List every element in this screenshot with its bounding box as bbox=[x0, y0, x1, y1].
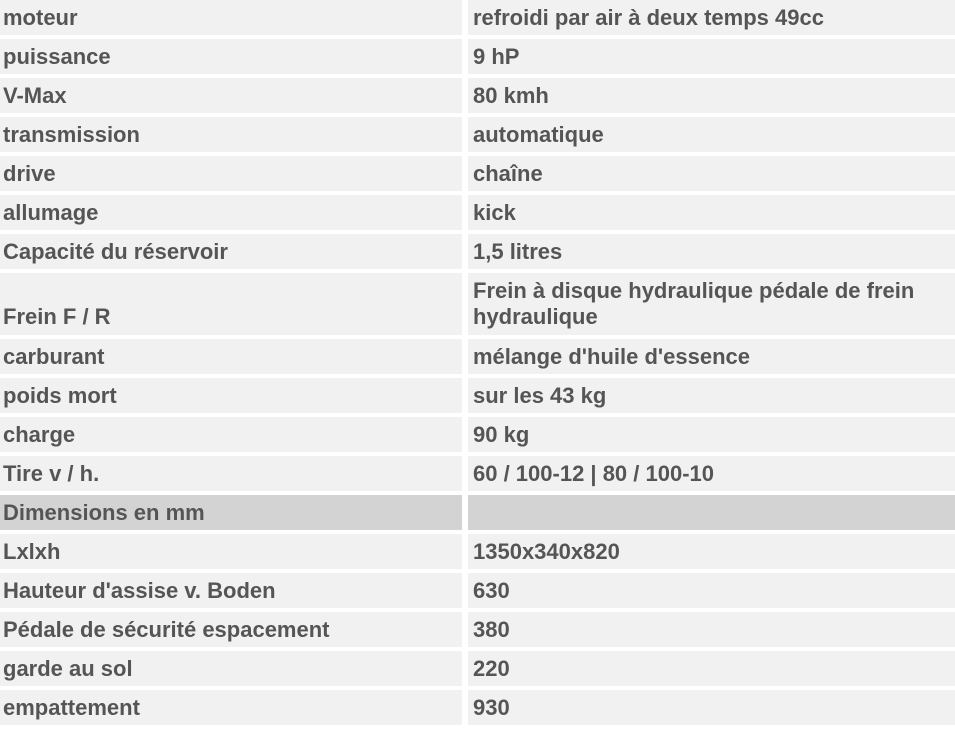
table-row bbox=[0, 0, 955, 39]
section-value bbox=[468, 495, 955, 534]
spec-label: poids mort bbox=[0, 378, 468, 417]
spec-value: 80 kmh bbox=[468, 78, 955, 117]
spec-label: Hauteur d'assise v. Boden bbox=[0, 573, 468, 612]
spec-label: Pédale de sécurité espacement bbox=[0, 612, 468, 651]
table-row bbox=[0, 273, 955, 339]
spec-label: garde au sol bbox=[0, 651, 468, 690]
spec-value: 930 bbox=[468, 690, 955, 729]
table-row bbox=[0, 690, 955, 729]
spec-label: puissance bbox=[0, 39, 468, 78]
spec-label: Frein F / R bbox=[0, 273, 468, 339]
spec-value: refroidi par air à deux temps 49cc bbox=[468, 0, 955, 39]
section-label: Dimensions en mm bbox=[0, 495, 468, 534]
spec-label: Tire v / h. bbox=[0, 456, 468, 495]
spec-label: transmission bbox=[0, 117, 468, 156]
spec-value: 380 bbox=[468, 612, 955, 651]
spec-value: 90 kg bbox=[468, 417, 955, 456]
spec-label: carburant bbox=[0, 339, 468, 378]
spec-label: V-Max bbox=[0, 78, 468, 117]
table-row bbox=[0, 456, 955, 495]
section-header-row bbox=[0, 495, 955, 534]
spec-value: mélange d'huile d'essence bbox=[468, 339, 955, 378]
spec-value: kick bbox=[468, 195, 955, 234]
spec-value: 630 bbox=[468, 573, 955, 612]
spec-label: allumage bbox=[0, 195, 468, 234]
table-row bbox=[0, 78, 955, 117]
table-row bbox=[0, 195, 955, 234]
spec-value: Frein à disque hydraulique pédale de frein hydraulique bbox=[468, 273, 955, 339]
spec-value: 220 bbox=[468, 651, 955, 690]
spec-label: drive bbox=[0, 156, 468, 195]
table-row bbox=[0, 534, 955, 573]
table-row bbox=[0, 234, 955, 273]
spec-value: sur les 43 kg bbox=[468, 378, 955, 417]
spec-label: Capacité du réservoir bbox=[0, 234, 468, 273]
table-row bbox=[0, 378, 955, 417]
table-row bbox=[0, 651, 955, 690]
spec-value: 1350x340x820 bbox=[468, 534, 955, 573]
spec-label: moteur bbox=[0, 0, 468, 39]
spec-label: empattement bbox=[0, 690, 468, 729]
table-row bbox=[0, 156, 955, 195]
spec-label: charge bbox=[0, 417, 468, 456]
table-row bbox=[0, 573, 955, 612]
spec-value: 60 / 100-12 | 80 / 100-10 bbox=[468, 456, 955, 495]
spec-value: 1,5 litres bbox=[468, 234, 955, 273]
table-row bbox=[0, 417, 955, 456]
spec-value: automatique bbox=[468, 117, 955, 156]
spec-value: 9 hP bbox=[468, 39, 955, 78]
table-row bbox=[0, 39, 955, 78]
table-row bbox=[0, 117, 955, 156]
spec-value: chaîne bbox=[468, 156, 955, 195]
table-row bbox=[0, 339, 955, 378]
table-row bbox=[0, 612, 955, 651]
spec-label: Lxlxh bbox=[0, 534, 468, 573]
